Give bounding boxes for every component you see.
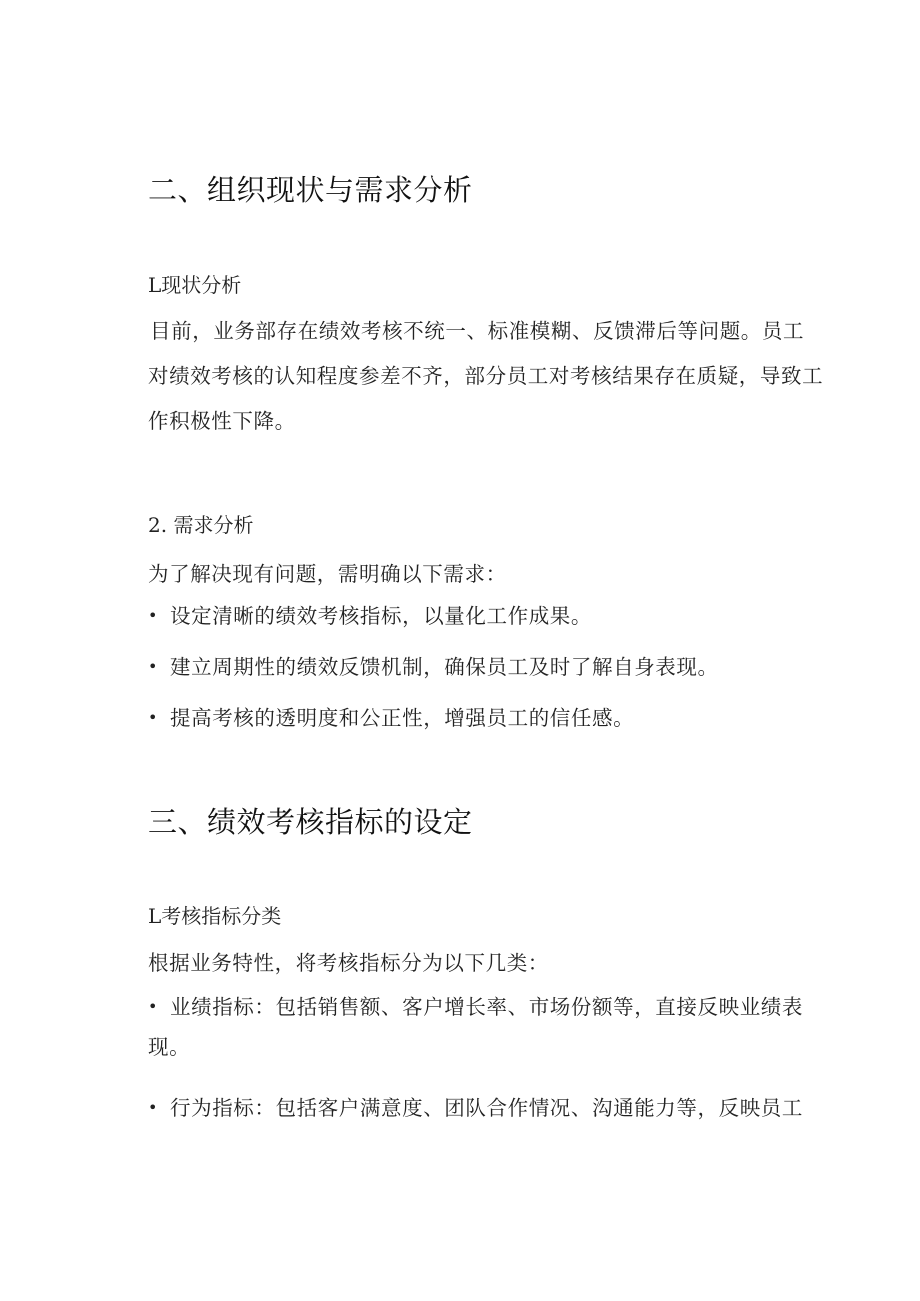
list-item — [148, 698, 824, 738]
list-item-text: 设定清晰的绩效考核指标，以量化工作成果。 — [170, 604, 592, 628]
subsection-title-categories: L考核指标分类 — [148, 904, 282, 928]
status-paragraph: 目前，业务部存在绩效考核不统一、标准模糊、反馈滞后等问题。员工对绩效考核的认知程度参差不齐，部分员工对考核结果存在质疑，导致工作积极性下降。 — [148, 319, 824, 433]
list-item — [148, 596, 824, 636]
subsection-title-needs: 2. 需求分析 — [148, 513, 254, 537]
list-item-text: 业绩指标：包括销售额、客户增长率、市场份额等，直接反映业绩表现。 — [148, 995, 803, 1059]
list-item-text: 提高考核的透明度和公正性，增强员工的信任感。 — [170, 706, 635, 730]
subsection-title-status: L现状分析 — [148, 273, 242, 297]
bullet-icon: • — [148, 1098, 159, 1117]
categories-intro: 根据业务特性，将考核指标分为以下几类： — [148, 951, 549, 975]
bullet-icon: • — [148, 997, 159, 1016]
bullet-icon: • — [148, 657, 159, 676]
section-heading-2: 二、组织现状与需求分析 — [148, 173, 473, 207]
list-item — [148, 647, 824, 687]
section-heading-3: 三、绩效考核指标的设定 — [148, 805, 473, 839]
needs-intro: 为了解决现有问题，需明确以下需求： — [148, 562, 507, 586]
list-item — [148, 987, 824, 1067]
bullet-icon: • — [148, 708, 159, 727]
list-item — [148, 1088, 824, 1128]
list-item-text: 建立周期性的绩效反馈机制，确保员工及时了解自身表现。 — [170, 655, 719, 679]
list-item-text: 行为指标：包括客户满意度、团队合作情况、沟通能力等，反映员工 — [170, 1096, 803, 1120]
bullet-icon: • — [148, 606, 159, 625]
